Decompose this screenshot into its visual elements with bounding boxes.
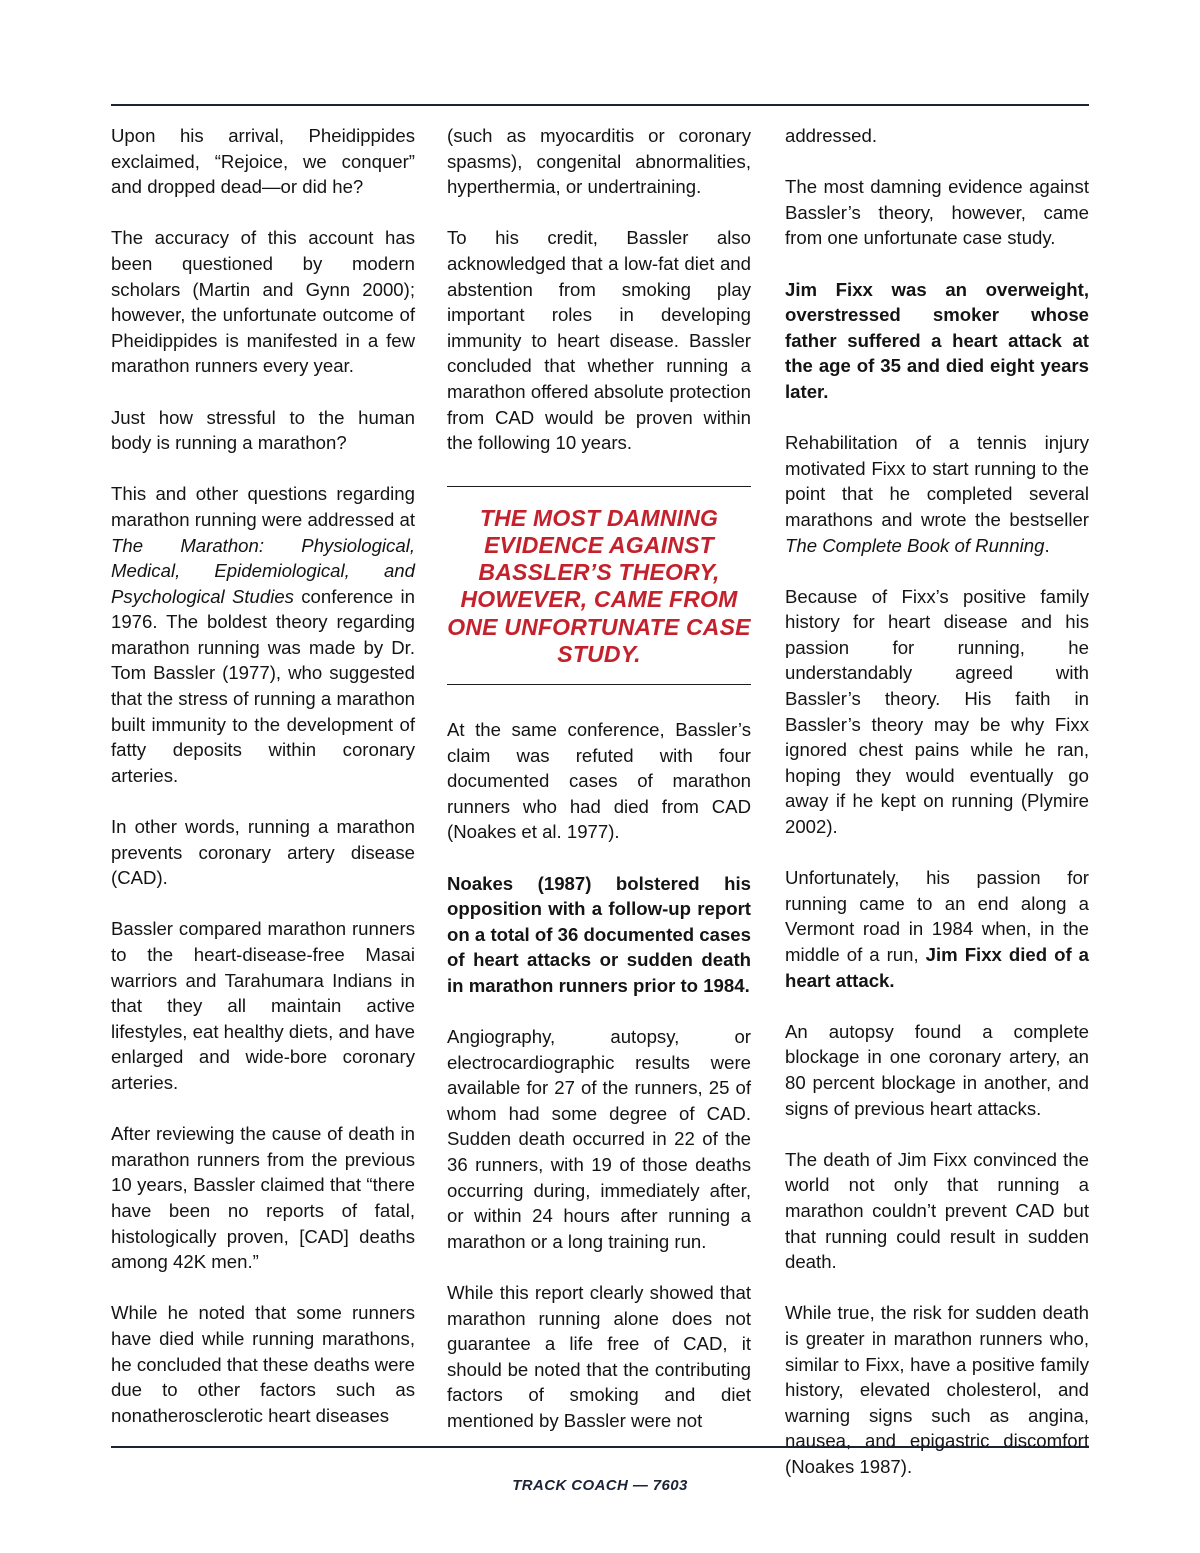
- page-footer: TRACK COACH — 7603: [512, 1477, 688, 1494]
- bottom-rule: [111, 1446, 1089, 1448]
- text-run: This and other questions regarding marathon running were addressed at: [111, 483, 415, 530]
- text-run: Unfortunately, his passion for running came to an end along a Vermont road in 1984 when, in the middle of a run,: [785, 867, 1089, 965]
- paragraph: Bassler compared marathon runners to the heart-disease-free Masai warriors and Tarahumara Indians in that they all maintain active lifestyles, eat healthy diets, and have enlarged and wide-bore coronary arteries.: [111, 918, 415, 1093]
- bold-text-run: Jim Fixx died of a heart attack.: [785, 944, 1089, 991]
- paragraph: To his credit, Bassler also acknowledged that a low-fat diet and abstention from smoking play important roles in developing immunity to heart disease. Bassler concluded that whether running a marathon offered absolute protection from CAD would be proven within the following 10 years.: [447, 227, 751, 454]
- column-3: [785, 123, 1089, 1479]
- paragraph: Angiography, autopsy, or electrocardiographic results were available for 27 of the runners, 25 of whom had some degree of CAD. Sudden death occurred in 22 of the 36 runners, with 19 of those deaths occurring during, immediately after, or within 24 hours after running a marathon or a long training run.: [447, 1026, 751, 1252]
- paragraph: In other words, running a marathon prevents coronary artery disease (CAD).: [111, 816, 415, 889]
- paragraph: (such as myocarditis or coronary spasms), congenital abnormalities, hyperthermia, or undertraining.: [447, 125, 751, 198]
- text-run: conference in 1976. The boldest theory regarding marathon running was made by Dr. Tom Bassler (1977), who suggested that the stress of running a marathon built immunity to the development of fatty deposits within coronary arteries.: [111, 585, 415, 786]
- conference-title: The Marathon: Physiological, Medical, Epidemiological, and Psychological Studies: [111, 534, 415, 607]
- paragraph: Just how stressful to the human body is running a marathon?: [111, 406, 415, 454]
- paragraph: [785, 865, 1089, 993]
- paragraph: The death of Jim Fixx convinced the world not only that running a marathon couldn’t prevent CAD but that running could result in sudden death.: [785, 1148, 1089, 1273]
- paragraph: addressed.: [785, 125, 877, 146]
- paragraph: After reviewing the cause of death in marathon runners from the previous 10 years, Bassler claimed that “there have been no reports of fatal, histologically proven, [CAD] deaths among 42K men.”: [111, 1123, 415, 1273]
- text-run: .: [1044, 534, 1050, 556]
- paragraph: While true, the risk for sudden death is greater in marathon runners who, similar to Fixx, have a positive family history, elevated cholesterol, and warning signs such as angina, nausea, and epigastric discomfort (Noakes 1987).: [785, 1302, 1089, 1477]
- bold-paragraph: Noakes (1987) bolstered his opposition with a follow-up report on a total of 36 documented cases of heart attacks or sudden death in marathon runners prior to 1984.: [447, 872, 751, 996]
- pull-quote: THE MOST DAMNING EVIDENCE AGAINST BASSLER’S THEORY, HOWEVER, CAME FROM ONE UNFORTUNATE CASE STUDY.: [447, 486, 751, 685]
- paragraph: The most damning evidence against Bassler’s theory, however, came from one unfortunate case study.: [785, 176, 1089, 249]
- paragraph: Upon his arrival, Pheidippides exclaimed, “Rejoice, we conquer” and dropped dead—or did he?: [111, 125, 415, 198]
- book-title: The Complete Book of Running: [785, 534, 1045, 556]
- paragraph: An autopsy found a complete blockage in one coronary artery, an 80 percent blockage in another, and signs of previous heart attacks.: [785, 1020, 1089, 1119]
- paragraph: While he noted that some runners have died while running marathons, he concluded that these deaths were due to other factors such as nonatherosclerotic heart diseases: [111, 1302, 415, 1426]
- paragraph: [111, 481, 415, 788]
- bold-paragraph: Jim Fixx was an overweight, overstressed smoker whose father suffered a heart attack at the age of 35 and died eight years later.: [785, 278, 1089, 402]
- paragraph: [785, 430, 1089, 558]
- column-2: [447, 123, 751, 1434]
- paragraph: While this report clearly showed that marathon running alone does not guarantee a life free of CAD, it should be noted that the contributing factors of smoking and diet mentioned by Bassler were not: [447, 1282, 751, 1431]
- paragraph: At the same conference, Bassler’s claim was refuted with four documented cases of marathon runners who had died from CAD (Noakes et al. 1977).: [447, 718, 751, 843]
- paragraph: Because of Fixx’s positive family history for heart disease and his passion for running, he understandably agreed with Bassler’s theory. His faith in Bassler’s theory may be why Fixx ignored chest pains while he ran, hoping they would eventually go away if he kept on running (Plymire 2002).: [785, 585, 1089, 838]
- column-1: [111, 123, 415, 1428]
- text-run: Rehabilitation of a tennis injury motivated Fixx to start running to the point that he completed several marathons and wrote the bestseller: [785, 432, 1089, 530]
- top-rule: [111, 104, 1089, 106]
- paragraph: The accuracy of this account has been questioned by modern scholars (Martin and Gynn 2000); however, the unfortunate outcome of Pheidippides is manifested in a few marathon runners every year.: [111, 227, 415, 377]
